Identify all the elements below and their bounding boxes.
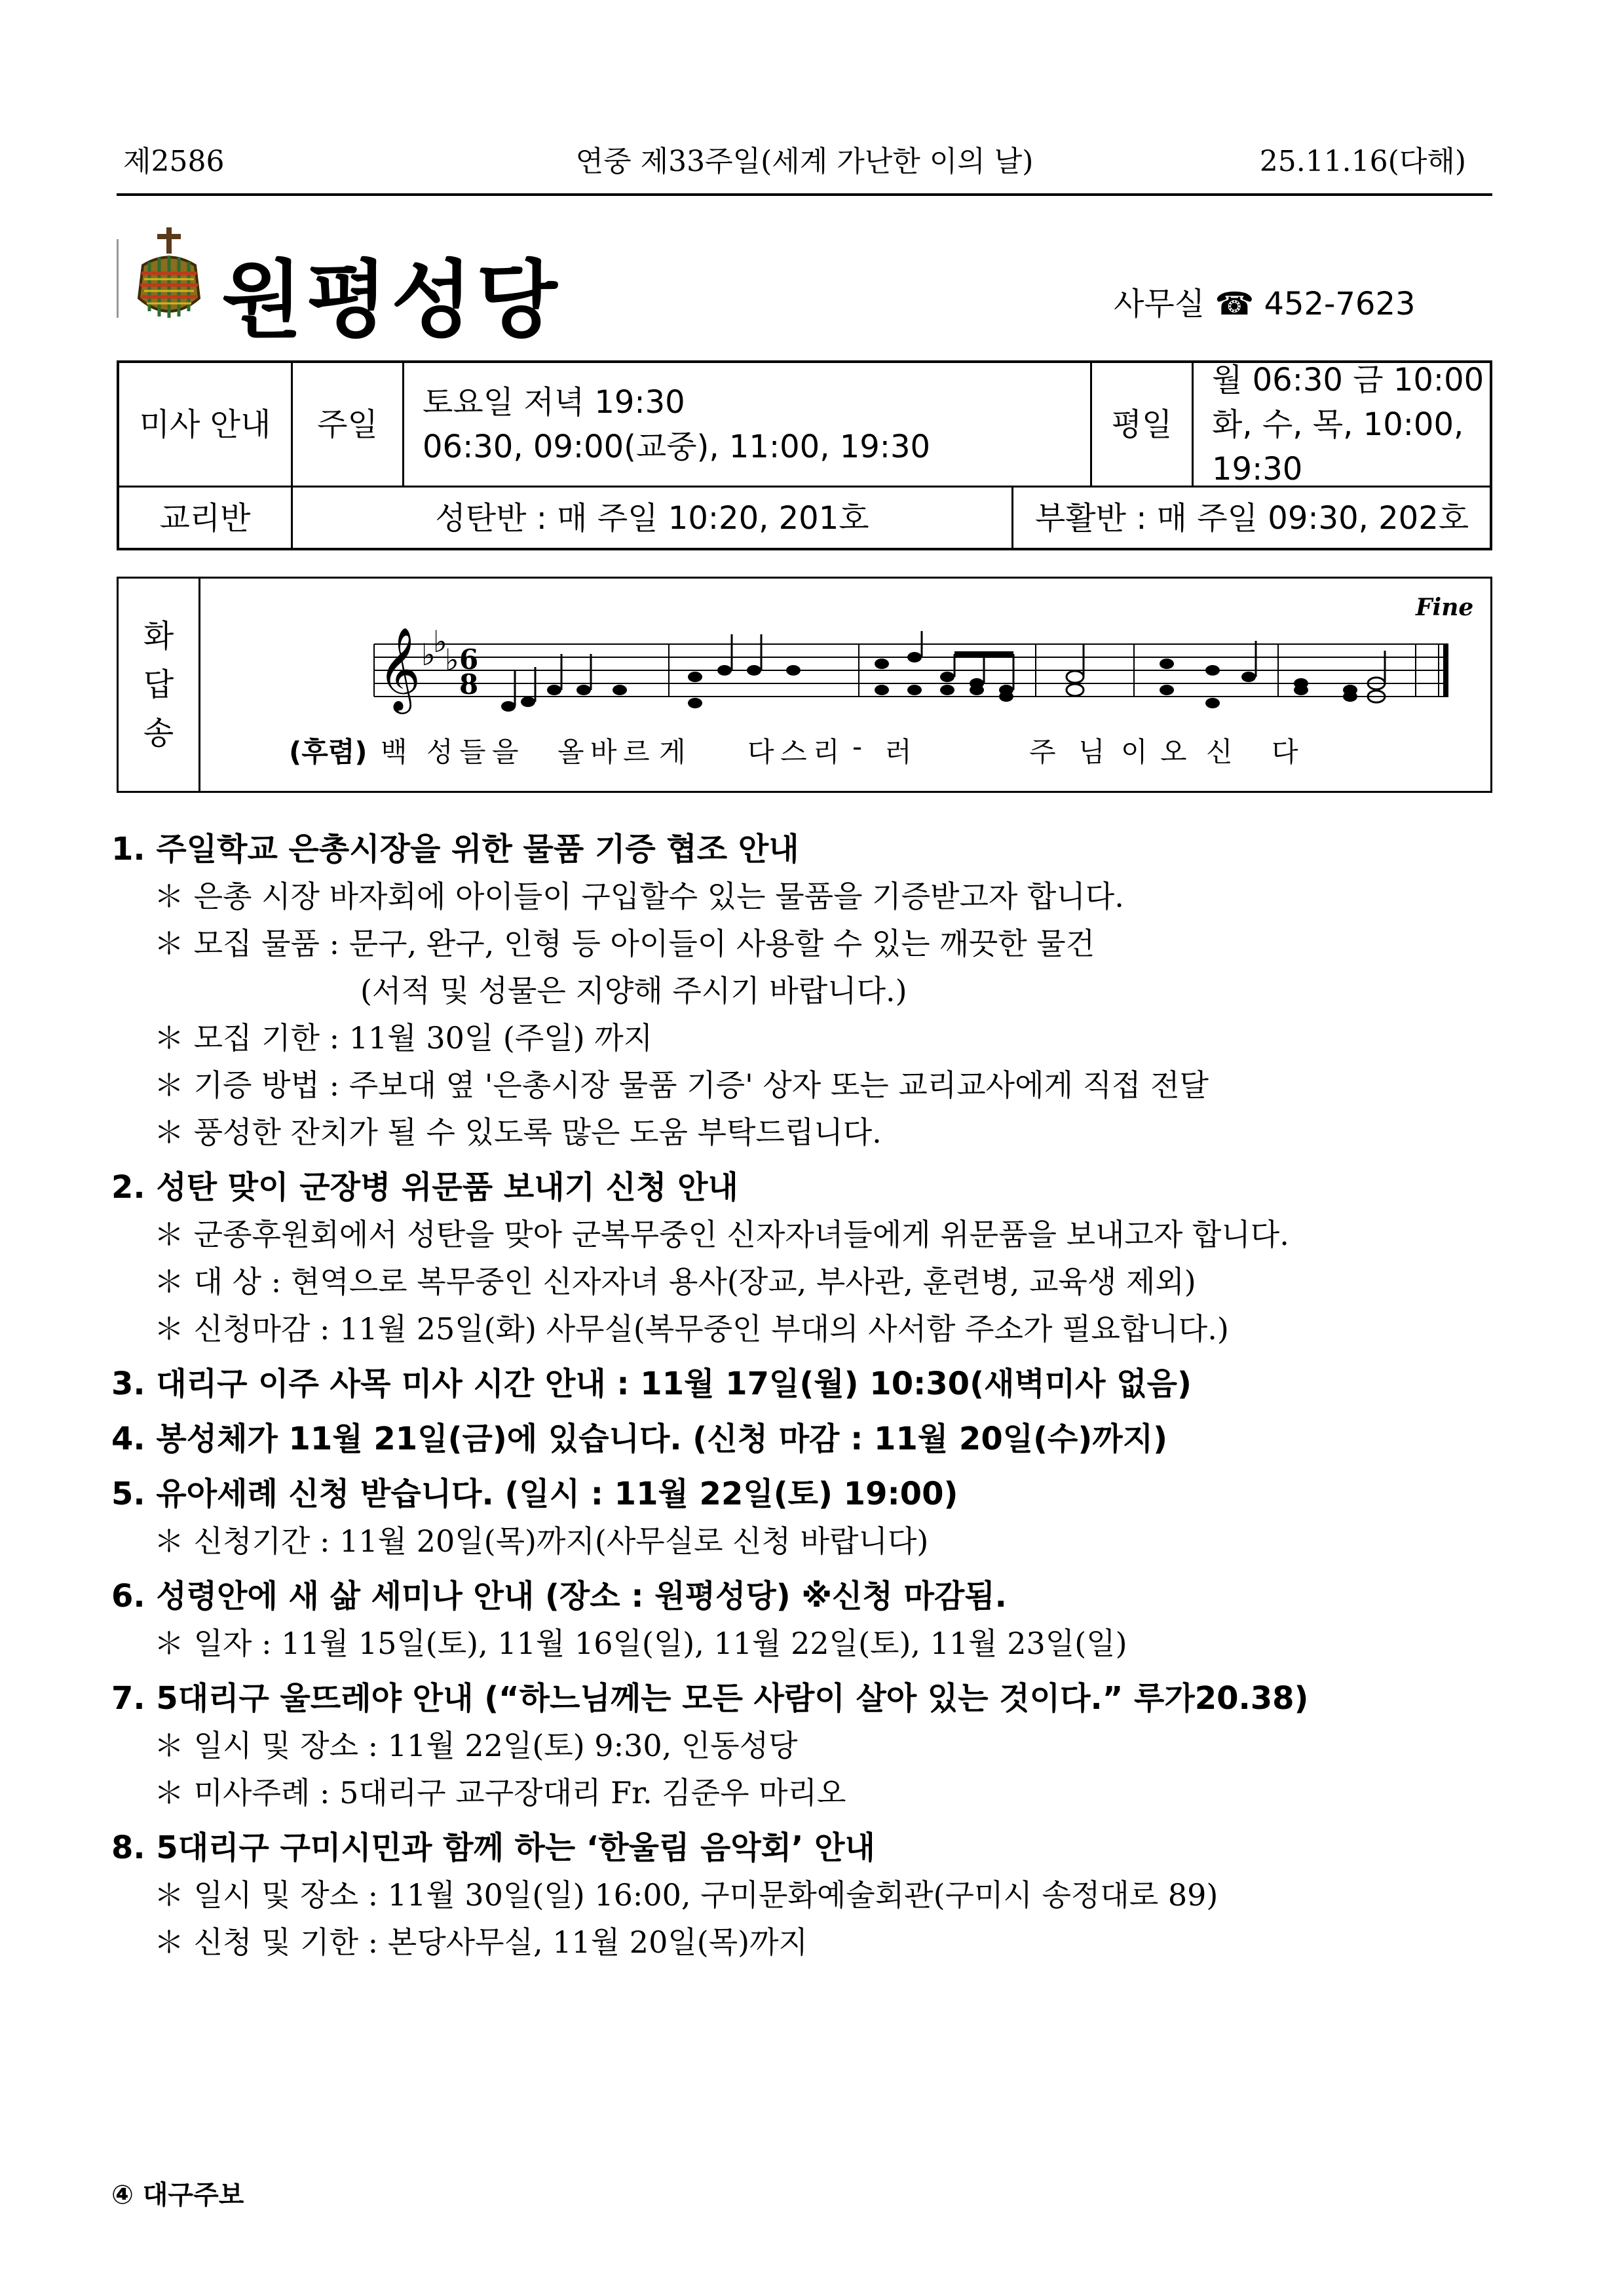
lyric-syllable: - [852,731,863,763]
bulletin-date: 25.11.16(다해) [1259,145,1466,178]
office-contact [1114,278,1416,324]
melody-notes [501,652,1357,712]
notice-item: ＊ 일시 및 장소 : 11월 30일(일) 16:00, 구미문화예술회관(구미시 송정대로 89) [154,1877,1218,1913]
sunday-time-line: 토요일 저녁 19:30 [423,383,685,421]
psalm-label-char: 답 [143,666,174,703]
treble-clef-icon: 𝄞 [378,626,421,710]
lyric-syllable: 다 [747,736,774,768]
telephone-icon: ☎ [1215,286,1255,322]
notice-item: (서적 및 성물은 지양해 주시기 바랍니다.) [360,973,907,1008]
weekday-time-line: 화, 수, 목, 10:00, 19:30 [1212,406,1464,488]
lyric-syllable: 올 [557,736,584,768]
psalm-label-char: 화 [143,618,174,655]
lyric-syllable: 러 [885,736,912,768]
responsorial-psalm [117,577,1492,793]
notice-title: 5. 유아세례 신청 받습니다. (일시 : 11월 22일(토) 19:00) [111,1476,958,1512]
notice-item: ＊ 일자 : 11월 15일(토), 11월 16일(일), 11월 22일(토), 11월 23일(일) [154,1626,1127,1661]
weekday-label: 평일 [1092,363,1194,488]
time-signature-bottom: 8 [459,668,479,700]
liturgical-title: 연중 제33주일(세계 가난한 이의 날) [575,145,1034,178]
sunday-label: 주일 [293,363,404,488]
final-barline [1443,644,1448,697]
notice-item: ＊ 신청기간 : 11월 20일(목)까지(사무실로 신청 바랍니다) [154,1523,929,1559]
catechism-label: 교리반 [119,488,293,548]
lyric-syllable: 오 [1160,736,1187,768]
notice-title: 8. 5대리구 구미시민과 함께 하는 ‘한울림 음악회’ 안내 [111,1829,875,1866]
office-phone: 452-7623 [1264,286,1416,322]
notice-title: 6. 성령안에 새 삶 세미나 안내 (장소 : 원평성당) ※신청 마감됨. [111,1578,1007,1615]
lyric-syllable: 이 [1121,736,1148,768]
logo-divider [117,239,119,318]
lyric-syllable: 르 [623,736,650,768]
note-stems [515,631,1385,706]
weekday-times [1194,363,1490,488]
flat-icon: ♭ [421,637,436,672]
notice-title: 3. 대리구 이주 사목 미사 시간 안내 : 11월 17일(월) 10:30(새벽미사 없음) [111,1366,1192,1402]
notice-item: ＊ 대 상 : 현역으로 복무중인 신자자녀 용사(장교, 부사관, 훈련병, 교육생 제외) [154,1264,1196,1299]
fine-marking: Fine [1416,594,1474,621]
lyric-syllable: 다 [1272,736,1298,768]
notice-item: ＊ 미사주례 : 5대리구 교구장대리 Fr. 김준우 마리오 [154,1775,846,1810]
advent-class: 성탄반 : 매 주일 10:20, 201호 [293,488,1013,548]
notice-title: 7. 5대리구 울뜨레야 안내 (“하느님께는 모든 사람이 살아 있는 것이다.” 루가20.38) [111,1680,1309,1717]
lyric-syllable: 주 [1029,736,1056,768]
church-name: 원평성당 [221,252,561,349]
notice-title: 2. 성탄 맞이 군장병 위문품 보내기 신청 안내 [111,1169,738,1206]
notice-item: ＊ 모집 기한 : 11월 30일 (주일) 까지 [154,1020,653,1056]
header-divider [117,193,1492,196]
notice-list [111,826,1520,1966]
half-notes [1067,671,1385,702]
church-logo [117,226,903,349]
lyric-syllable: 스 [780,736,807,768]
notice-item: ＊ 은총 시장 바자회에 아이들이 구입할수 있는 물품을 기증받고자 합니다. [154,879,1124,914]
issue-number: 제2586 [123,145,225,178]
notice-item: ＊ 신청 및 기한 : 본당사무실, 11월 20일(목)까지 [154,1924,808,1960]
church-cross-emblem-icon [130,226,208,324]
bulletin-header [117,138,1492,177]
mass-schedule-table [117,360,1492,550]
flat-icon: ♭ [445,642,459,678]
office-label: 사무실 [1114,286,1205,322]
refrain-label: (후렴) [289,736,368,768]
notice-item: ＊ 기증 방법 : 주보대 옆 '은총시장 물품 기증' 상자 또는 교리교사에게 직접 전달 [154,1067,1209,1103]
notice-title: 1. 주일학교 은총시장을 위한 물품 기증 협조 안내 [111,831,799,868]
lyric-syllable: 리 [813,736,840,768]
psalm-label [119,579,200,791]
lyric-syllable: 신 [1206,736,1233,768]
time-signature-top: 6 [459,643,479,676]
notice-item: ＊ 일시 및 장소 : 11월 22일(토) 9:30, 인동성당 [154,1728,798,1763]
weekday-time-line: 월 06:30 금 10:00 [1212,361,1484,398]
lyric-syllable: 게 [659,736,686,768]
notice-item: ＊ 신청마감 : 11월 25일(화) 사무실(복무중인 부대의 사서함 주소가 필요합니다.) [154,1311,1229,1347]
flat-icon: ♭ [433,624,447,659]
psalm-label-char: 송 [143,715,174,752]
lyric-syllable: 바 [590,736,617,768]
psalm-lyrics [289,731,1468,770]
lyric-syllable: 들 [459,736,486,768]
notice-item: ＊ 군종후원회에서 성탄을 맞아 군복무중인 신자자녀들에게 위문품을 보내고자 합니다. [154,1217,1289,1252]
notice-item: ＊ 풍성한 잔치가 될 수 있도록 많은 도움 부탁드립니다. [154,1115,882,1150]
sunday-times [404,363,1092,488]
notice-item: ＊ 모집 물품 : 문구, 완구, 인형 등 아이들이 사용할 수 있는 깨끗한 물건 [154,926,1095,961]
notice-title: 4. 봉성체가 11월 21일(금)에 있습니다. (신청 마감 : 11월 20일(수)까지) [111,1421,1168,1457]
easter-class: 부활반 : 매 주일 09:30, 202호 [1034,499,1469,537]
page-footer: ④ 대구주보 [111,2180,244,2210]
lyric-syllable: 을 [492,736,519,768]
sunday-time-line: 06:30, 09:00(교중), 11:00, 19:30 [423,428,931,465]
mass-info-label: 미사 안내 [119,363,293,488]
music-staff [250,592,1481,729]
lyric-syllable: 성 [426,736,453,768]
lyric-syllable: 백 [381,736,407,768]
lyric-syllable: 님 [1078,736,1105,768]
